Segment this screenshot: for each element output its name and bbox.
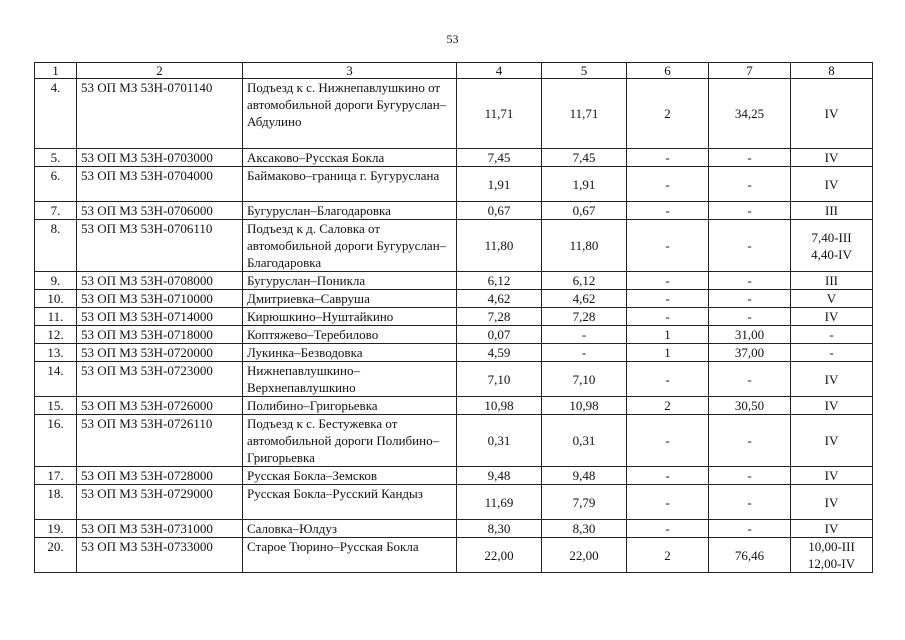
road-code: 53 ОП МЗ 53Н-0728000 — [77, 467, 243, 485]
length-total: 7,45 — [457, 149, 542, 167]
length-hard-surface: 8,30 — [542, 520, 627, 538]
road-name: Старое Тюрино–Русская Бокла — [243, 538, 457, 573]
bridge-count: 1 — [627, 326, 709, 344]
bridge-length: 76,46 — [709, 538, 791, 573]
road-name: Бугуруслан–Благодаровка — [243, 202, 457, 220]
bridge-count: - — [627, 202, 709, 220]
bridge-length: - — [709, 520, 791, 538]
road-category — [791, 344, 873, 362]
column-header: 3 — [243, 63, 457, 79]
length-hard-surface: 7,45 — [542, 149, 627, 167]
bridge-length: 34,25 — [709, 79, 791, 149]
row-number: 16. — [35, 415, 77, 467]
road-name: Бугуруслан–Поникла — [243, 272, 457, 290]
length-hard-surface: 11,71 — [542, 79, 627, 149]
length-total: 11,80 — [457, 220, 542, 272]
row-number: 4. — [35, 79, 77, 149]
bridge-length: - — [709, 202, 791, 220]
road-name: Нижнепавлушкино–Верхнепавлушкино — [243, 362, 457, 397]
category-value: IV — [824, 309, 839, 324]
road-category — [791, 167, 873, 202]
road-code: 53 ОП МЗ 53Н-0731000 — [77, 520, 243, 538]
length-hard-surface: 4,62 — [542, 290, 627, 308]
length-total: 0,07 — [457, 326, 542, 344]
column-header: 7 — [709, 63, 791, 79]
road-code: 53 ОП МЗ 53Н-0723000 — [77, 362, 243, 397]
road-code: 53 ОП МЗ 53Н-0733000 — [77, 538, 243, 573]
category-value: IV — [824, 371, 839, 387]
column-header: 2 — [77, 63, 243, 79]
bridge-count: - — [627, 220, 709, 272]
bridge-length: - — [709, 290, 791, 308]
bridge-count: 2 — [627, 79, 709, 149]
table-row — [35, 79, 873, 149]
bridge-length: - — [709, 485, 791, 520]
road-category — [791, 467, 873, 485]
road-name: Подъезд к д. Саловка от автомобильной дороги Бугуруслан–Благодаровка — [243, 220, 457, 272]
road-category — [791, 202, 873, 220]
bridge-count: - — [627, 485, 709, 520]
road-name: Дмитриевка–Савруша — [243, 290, 457, 308]
road-code: 53 ОП МЗ 53Н-0703000 — [77, 149, 243, 167]
road-name: Саловка–Юлдуз — [243, 520, 457, 538]
bridge-length: - — [709, 467, 791, 485]
road-name: Кирюшкино–Нуштайкино — [243, 308, 457, 326]
row-number: 18. — [35, 485, 77, 520]
row-number: 6. — [35, 167, 77, 202]
row-number: 14. — [35, 362, 77, 397]
bridge-length: 37,00 — [709, 344, 791, 362]
road-name: Подъезд к с. Нижнепавлушкино от автомобильной дороги Бугуруслан–Абдулино — [243, 79, 457, 149]
table-row — [35, 326, 873, 344]
road-name: Аксаково–Русская Бокла — [243, 149, 457, 167]
page-number: 53 — [446, 32, 459, 46]
bridge-count: 1 — [627, 344, 709, 362]
length-hard-surface: 1,91 — [542, 167, 627, 202]
row-number: 15. — [35, 397, 77, 415]
column-header: 4 — [457, 63, 542, 79]
road-code: 53 ОП МЗ 53Н-0720000 — [77, 344, 243, 362]
road-code: 53 ОП МЗ 53Н-0708000 — [77, 272, 243, 290]
category-value: IV — [824, 150, 839, 165]
table-row — [35, 308, 873, 326]
row-number: 5. — [35, 149, 77, 167]
road-code: 53 ОП МЗ 53Н-0718000 — [77, 326, 243, 344]
table-row — [35, 344, 873, 362]
row-number: 19. — [35, 520, 77, 538]
road-name: Русская Бокла–Земсков — [243, 467, 457, 485]
bridge-count: - — [627, 308, 709, 326]
road-name: Баймаково–граница г. Бугуруслана — [243, 167, 457, 202]
road-code: 53 ОП МЗ 53Н-0704000 — [77, 167, 243, 202]
road-category — [791, 485, 873, 520]
table-body — [35, 79, 873, 573]
row-number: 8. — [35, 220, 77, 272]
length-total: 0,31 — [457, 415, 542, 467]
category-value: 12,00-IV — [807, 556, 856, 571]
column-header: 1 — [35, 63, 77, 79]
road-category — [791, 520, 873, 538]
row-number: 9. — [35, 272, 77, 290]
bridge-count: 2 — [627, 397, 709, 415]
category-value: IV — [824, 433, 839, 448]
table-row — [35, 290, 873, 308]
length-hard-surface: 22,00 — [542, 538, 627, 573]
bridge-count: - — [627, 290, 709, 308]
length-total: 0,67 — [457, 202, 542, 220]
road-category — [791, 415, 873, 467]
bridge-count: - — [627, 149, 709, 167]
road-category — [791, 149, 873, 167]
bridge-count: - — [627, 362, 709, 397]
road-category — [791, 272, 873, 290]
category-value: 10,00-III — [808, 539, 855, 554]
length-hard-surface: 7,28 — [542, 308, 627, 326]
category-value: IV — [824, 468, 839, 483]
length-total: 7,28 — [457, 308, 542, 326]
category-value: - — [829, 327, 834, 342]
table-row — [35, 415, 873, 467]
bridge-length: - — [709, 149, 791, 167]
column-header: 8 — [791, 63, 873, 79]
bridge-length: - — [709, 272, 791, 290]
road-code: 53 ОП МЗ 53Н-0729000 — [77, 485, 243, 520]
row-number: 13. — [35, 344, 77, 362]
road-category — [791, 362, 873, 397]
category-value: III — [825, 273, 838, 288]
category-value: 4,40-IV — [811, 246, 852, 262]
row-number: 11. — [35, 308, 77, 326]
length-hard-surface: - — [542, 344, 627, 362]
road-code: 53 ОП МЗ 53Н-0706000 — [77, 202, 243, 220]
length-hard-surface: 7,10 — [542, 362, 627, 397]
table-row — [35, 397, 873, 415]
road-name: Полибино–Григорьевка — [243, 397, 457, 415]
bridge-count: - — [627, 167, 709, 202]
road-category — [791, 290, 873, 308]
category-value: 7,40-III — [811, 229, 852, 245]
header-row — [35, 63, 873, 79]
table-row — [35, 362, 873, 397]
length-total: 11,69 — [457, 485, 542, 520]
bridge-length: - — [709, 167, 791, 202]
table-row — [35, 272, 873, 290]
category-value: V — [826, 291, 837, 306]
length-total: 9,48 — [457, 467, 542, 485]
bridge-length: - — [709, 220, 791, 272]
road-category — [791, 538, 873, 573]
road-code: 53 ОП МЗ 53Н-0726000 — [77, 397, 243, 415]
category-value: III — [825, 203, 838, 218]
table-row — [35, 220, 873, 272]
category-value: IV — [824, 106, 839, 121]
bridge-count: - — [627, 415, 709, 467]
table-row — [35, 167, 873, 202]
length-total: 7,10 — [457, 362, 542, 397]
table-row — [35, 202, 873, 220]
length-total: 8,30 — [457, 520, 542, 538]
road-code: 53 ОП МЗ 53Н-0701140 — [77, 79, 243, 149]
length-total: 22,00 — [457, 538, 542, 573]
length-total: 4,59 — [457, 344, 542, 362]
length-total: 1,91 — [457, 167, 542, 202]
bridge-count: - — [627, 520, 709, 538]
length-hard-surface: 0,67 — [542, 202, 627, 220]
bridge-length: 31,00 — [709, 326, 791, 344]
length-hard-surface: - — [542, 326, 627, 344]
bridge-length: - — [709, 362, 791, 397]
table-row — [35, 538, 873, 573]
length-hard-surface: 10,98 — [542, 397, 627, 415]
road-code: 53 ОП МЗ 53Н-0714000 — [77, 308, 243, 326]
category-value: IV — [824, 494, 839, 510]
length-hard-surface: 6,12 — [542, 272, 627, 290]
bridge-count: - — [627, 467, 709, 485]
length-hard-surface: 9,48 — [542, 467, 627, 485]
category-value: - — [829, 345, 834, 360]
bridge-length: - — [709, 308, 791, 326]
length-hard-surface: 11,80 — [542, 220, 627, 272]
bridge-count: - — [627, 272, 709, 290]
road-name: Подъезд к с. Бестужевка от автомобильной дороги Полибино–Григорьевка — [243, 415, 457, 467]
column-header: 5 — [542, 63, 627, 79]
road-category — [791, 326, 873, 344]
category-value: IV — [824, 521, 839, 536]
row-number: 12. — [35, 326, 77, 344]
category-value: IV — [824, 176, 839, 192]
table-row — [35, 149, 873, 167]
road-name: Лукинка–Безводовка — [243, 344, 457, 362]
row-number: 17. — [35, 467, 77, 485]
road-category — [791, 220, 873, 272]
table-row — [35, 467, 873, 485]
road-name: Коптяжево–Теребилово — [243, 326, 457, 344]
road-category — [791, 308, 873, 326]
length-total: 11,71 — [457, 79, 542, 149]
road-category — [791, 397, 873, 415]
length-hard-surface: 0,31 — [542, 415, 627, 467]
category-value: IV — [824, 398, 839, 413]
length-total: 4,62 — [457, 290, 542, 308]
length-total: 6,12 — [457, 272, 542, 290]
road-code: 53 ОП МЗ 53Н-0706110 — [77, 220, 243, 272]
road-code: 53 ОП МЗ 53Н-0710000 — [77, 290, 243, 308]
roads-table — [34, 62, 873, 573]
length-total: 10,98 — [457, 397, 542, 415]
road-name: Русская Бокла–Русский Кандыз — [243, 485, 457, 520]
road-code: 53 ОП МЗ 53Н-0726110 — [77, 415, 243, 467]
table-row — [35, 485, 873, 520]
bridge-count: 2 — [627, 538, 709, 573]
length-hard-surface: 7,79 — [542, 485, 627, 520]
row-number: 7. — [35, 202, 77, 220]
bridge-length: - — [709, 415, 791, 467]
row-number: 20. — [35, 538, 77, 573]
column-header: 6 — [627, 63, 709, 79]
row-number: 10. — [35, 290, 77, 308]
road-category — [791, 79, 873, 149]
table-row — [35, 520, 873, 538]
bridge-length: 30,50 — [709, 397, 791, 415]
